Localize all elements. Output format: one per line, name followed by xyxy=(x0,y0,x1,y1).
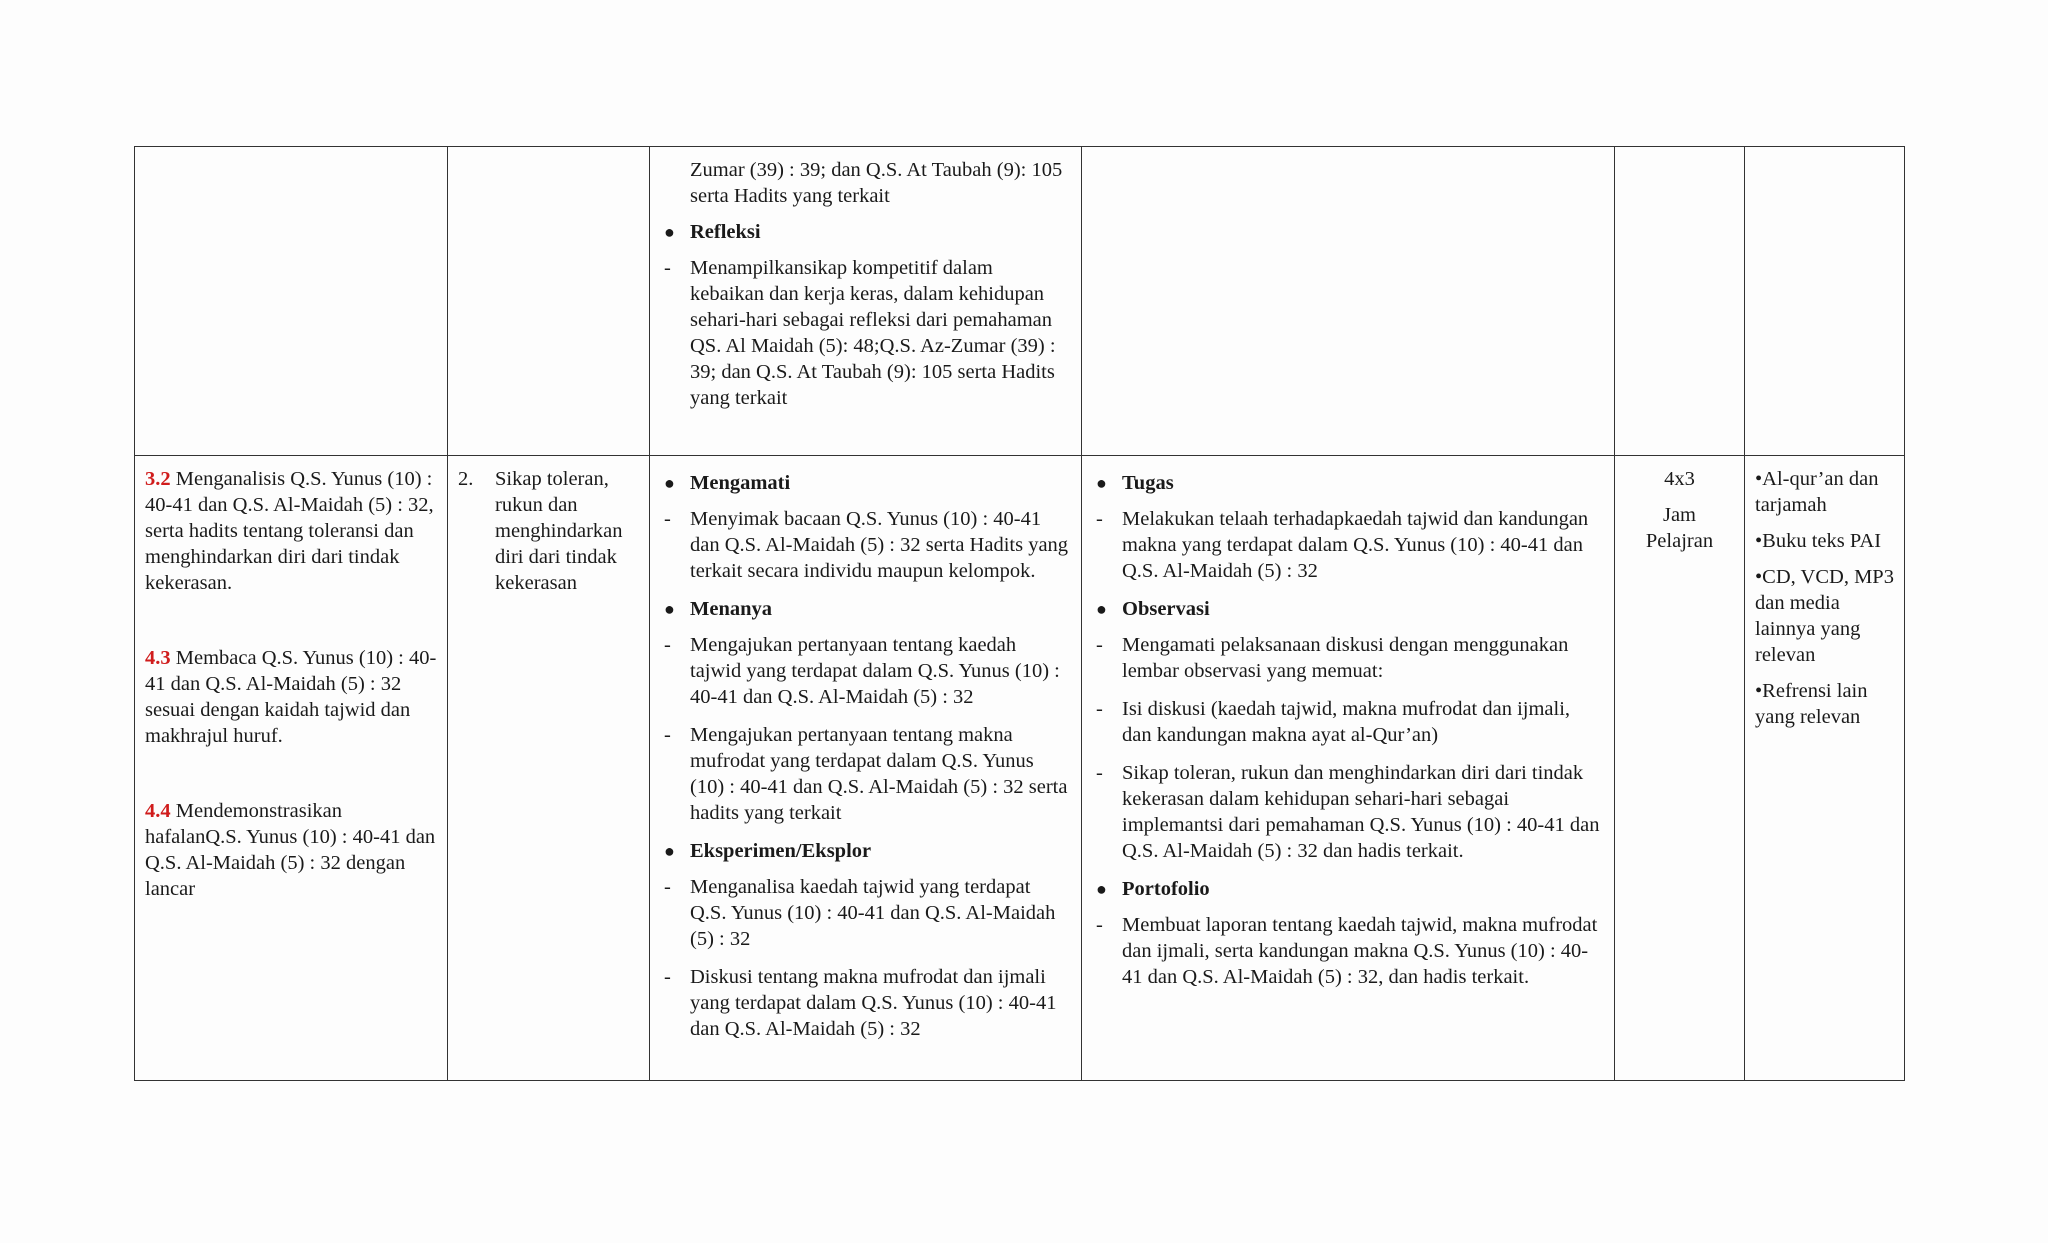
assessment-section xyxy=(1092,470,1604,584)
assessment-section xyxy=(1092,596,1604,864)
cell-material-empty xyxy=(448,147,650,456)
source-item: •CD, VCD, MP3 dan media lainnya yang relevan xyxy=(1755,566,1894,666)
bullet-icon: ● xyxy=(1096,599,1107,619)
cell-kd-empty xyxy=(135,147,448,456)
cell-time-empty xyxy=(1615,147,1745,456)
dash-icon: - xyxy=(1096,634,1103,656)
time-unit: Jam Pelajran xyxy=(1645,504,1714,552)
cell-activities xyxy=(650,456,1082,1081)
kd-number: 3.2 xyxy=(145,468,171,490)
section-title: Eksperimen/Eksplor xyxy=(690,840,872,862)
cell-assessment xyxy=(1082,456,1615,1081)
kd-number: 4.4 xyxy=(145,800,171,822)
dash-icon: - xyxy=(664,724,671,746)
activity-section xyxy=(660,596,1071,826)
list-item: - Mengajukan pertanyaan tentang kaedah tajwid yang terdapat dalam Q.S. Yunus (10) : 40-41 dan Q.S. Al-Maidah (5) : 32 xyxy=(660,632,1071,710)
bullet-icon: ● xyxy=(664,841,675,861)
list-item: - Membuat laporan tentang kaedah tajwid, makna mufrodat dan ijmali, serta kandungan makna Q.S. Yunus (10) : 40-41 dan Q.S. Al-Maidah (5) : 32, dan hadis terkait. xyxy=(1092,912,1604,990)
lesson-plan-table xyxy=(134,146,1905,1081)
list-item: - Sikap toleran, rukun dan menghindarkan diri dari tindak kekerasan dalam kehidupan sehari-hari sebagai implemantsi dari pemahaman Q.S. Yunus (10) : 40-41 dan Q.S. Al-Maidah (5) : 32 dan hadis terkait. xyxy=(1092,760,1604,864)
kd-item: 4.4 Mendemonstrasikan hafalanQ.S. Yunus (10) : 40-41 dan Q.S. Al-Maidah (5) : 32 dengan lancar xyxy=(145,800,436,900)
dash-icon: - xyxy=(1096,508,1103,530)
section-title: Observasi xyxy=(1122,598,1210,620)
material-text: Sikap toleran, rukun dan menghindarkan diri dari tindak kekerasan xyxy=(495,468,623,594)
bullet-icon: ● xyxy=(664,473,675,493)
kd-item: 3.2 Menganalisis Q.S. Yunus (10) : 40-41 dan Q.S. Al-Maidah (5) : 32, serta hadits tentang toleransi dan menghindarkan diri dari tindak kekerasan. xyxy=(145,468,434,594)
list-item: - Isi diskusi (kaedah tajwid, makna mufrodat dan ijmali, dan kandungan makna ayat al-Qur’an) xyxy=(1092,696,1604,748)
table-row xyxy=(135,456,1905,1081)
section-title: Refleksi xyxy=(690,221,761,243)
list-item: - Menyimak bacaan Q.S. Yunus (10) : 40-41 dan Q.S. Al-Maidah (5) : 32 serta Hadits yang terkait secara individu maupun kelompok. xyxy=(660,506,1071,584)
activity-continuation: Zumar (39) : 39; dan Q.S. At Taubah (9): 105 serta Hadits yang terkait xyxy=(690,159,1063,207)
material-number: 2. xyxy=(458,468,474,490)
list-item: - Melakukan telaah terhadapkaedah tajwid dan kandungan makna yang terdapat dalam Q.S. Yunus (10) : 40-41 dan Q.S. Al-Maidah (5) : 32 xyxy=(1092,506,1604,584)
activity-section xyxy=(660,470,1071,584)
section-title: Mengamati xyxy=(690,472,791,494)
kd-item: 4.3 Membaca Q.S. Yunus (10) : 40-41 dan Q.S. Al-Maidah (5) : 32 sesuai dengan kaidah tajwid dan makhrajul huruf. xyxy=(145,647,437,747)
cell-sources-empty xyxy=(1745,147,1905,456)
dash-icon: - xyxy=(664,508,671,530)
assessment-section xyxy=(1092,876,1604,990)
dash-icon: - xyxy=(664,257,671,279)
cell-activities xyxy=(650,147,1082,456)
source-item: •Al-qur’an dan tarjamah xyxy=(1755,468,1879,516)
section-title: Portofolio xyxy=(1122,878,1210,900)
dash-icon: - xyxy=(664,876,671,898)
material-item xyxy=(458,466,639,596)
section-title: Menanya xyxy=(690,598,772,620)
bullet-icon: ● xyxy=(664,222,675,242)
kd-number: 4.3 xyxy=(145,647,171,669)
cell-material xyxy=(448,456,650,1081)
cell-kd xyxy=(135,456,448,1081)
cell-sources xyxy=(1745,456,1905,1081)
dash-icon: - xyxy=(1096,698,1103,720)
bullet-icon: ● xyxy=(664,599,675,619)
dash-icon: - xyxy=(664,966,671,988)
cell-assessment-empty xyxy=(1082,147,1615,456)
list-item: - Diskusi tentang makna mufrodat dan ijmali yang terdapat dalam Q.S. Yunus (10) : 40-41 dan Q.S. Al-Maidah (5) : 32 xyxy=(660,964,1071,1042)
dash-icon: - xyxy=(1096,914,1103,936)
table-row xyxy=(135,147,1905,456)
list-item: - Menampilkansikap kompetitif dalam kebaikan dan kerja keras, dalam kehidupan sehari-hari sebagai refleksi dari pemahaman QS. Al Maidah (5): 48;Q.S. Az-Zumar (39) : 39; dan Q.S. At Taubah (9): 105 serta Hadits yang terkait xyxy=(660,255,1071,411)
bullet-icon: ● xyxy=(1096,473,1107,493)
activity-section xyxy=(660,838,1071,1042)
bullet-icon: ● xyxy=(1096,879,1107,899)
list-item: - Mengajukan pertanyaan tentang makna mufrodat yang terdapat dalam Q.S. Yunus (10) : 40-41 dan Q.S. Al-Maidah (5) : 32 serta hadits yang terkait xyxy=(660,722,1071,826)
list-item: - Mengamati pelaksanaan diskusi dengan menggunakan lembar observasi yang memuat: xyxy=(1092,632,1604,684)
activity-section xyxy=(660,219,1071,411)
source-item: •Refrensi lain yang relevan xyxy=(1755,680,1868,728)
source-item: •Buku teks PAI xyxy=(1755,530,1882,552)
list-item: - Menganalisa kaedah tajwid yang terdapat Q.S. Yunus (10) : 40-41 dan Q.S. Al-Maidah (5) : 32 xyxy=(660,874,1071,952)
dash-icon: - xyxy=(664,634,671,656)
cell-time xyxy=(1615,456,1745,1081)
time-amount: 4x3 xyxy=(1664,468,1695,490)
dash-icon: - xyxy=(1096,762,1103,784)
section-title: Tugas xyxy=(1122,472,1174,494)
